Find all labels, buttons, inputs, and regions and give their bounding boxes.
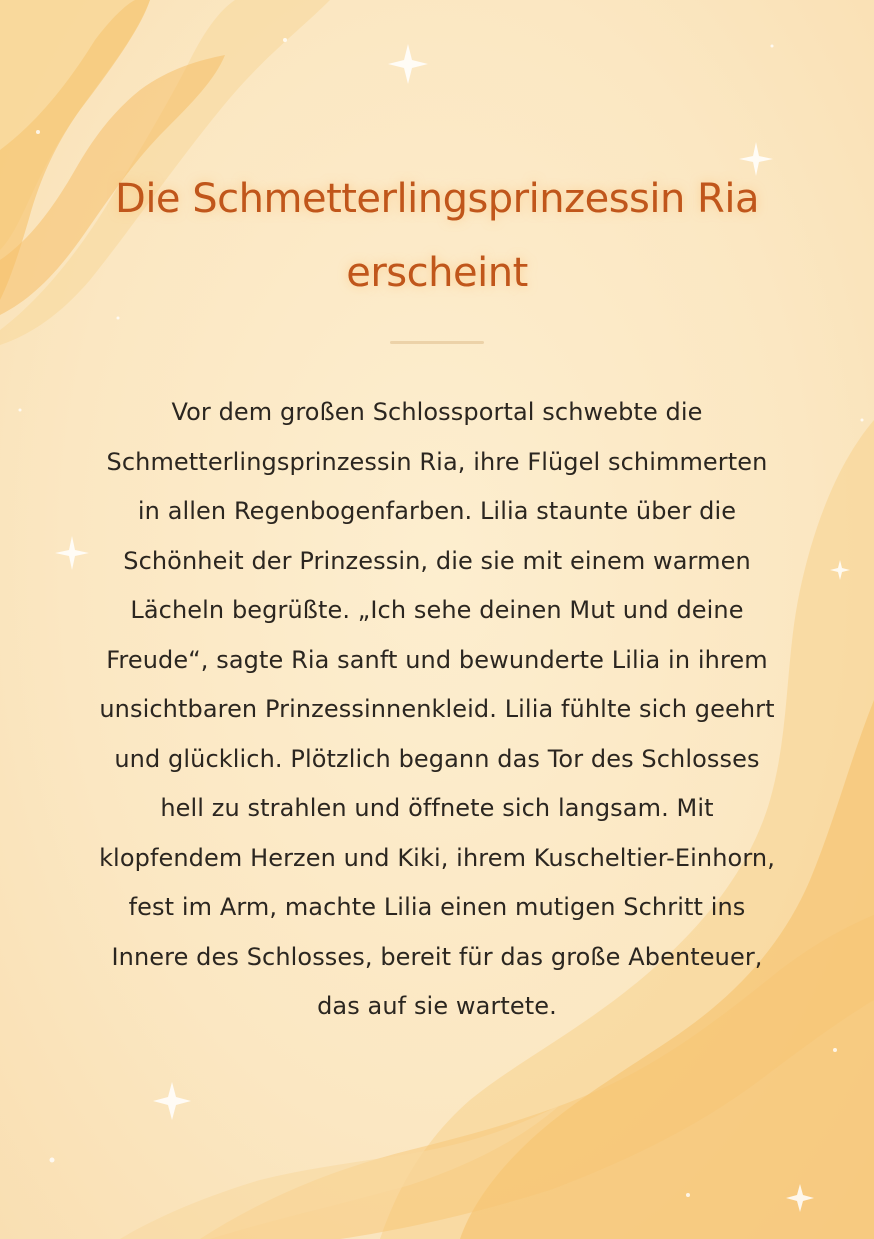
story-paragraph: Vor dem großen Schlossportal schwebte die Schmetterlingsprinzessin Ria, ihre Flügel schimmerten in allen Regenbogenfarben. Lilia staunte über die Schönheit der Prinzessin, die sie mit einem warmen Lächeln begrüßte. „Ich sehe deinen Mut und deine Freude“, sagte Ria sanft und bewunderte Lilia in ihrem unsichtbaren Prinzessinnenkleid. Lilia fühlte sich geehrt und glücklich. Plötzlich begann das Tor des Schlosses hell zu strahlen und öffnete sich langsam. Mit klopfendem Herzen und Kiki, ihrem Kuscheltier-Einhorn, fest im Arm, machte Lilia einen mutigen Schritt ins Innere des Schlosses, bereit für das große Abenteuer, das auf sie wartete. [99, 398, 775, 1020]
page-title: Die Schmetterlingsprinzessin Ria erscheint [115, 176, 759, 296]
divider [390, 341, 484, 344]
